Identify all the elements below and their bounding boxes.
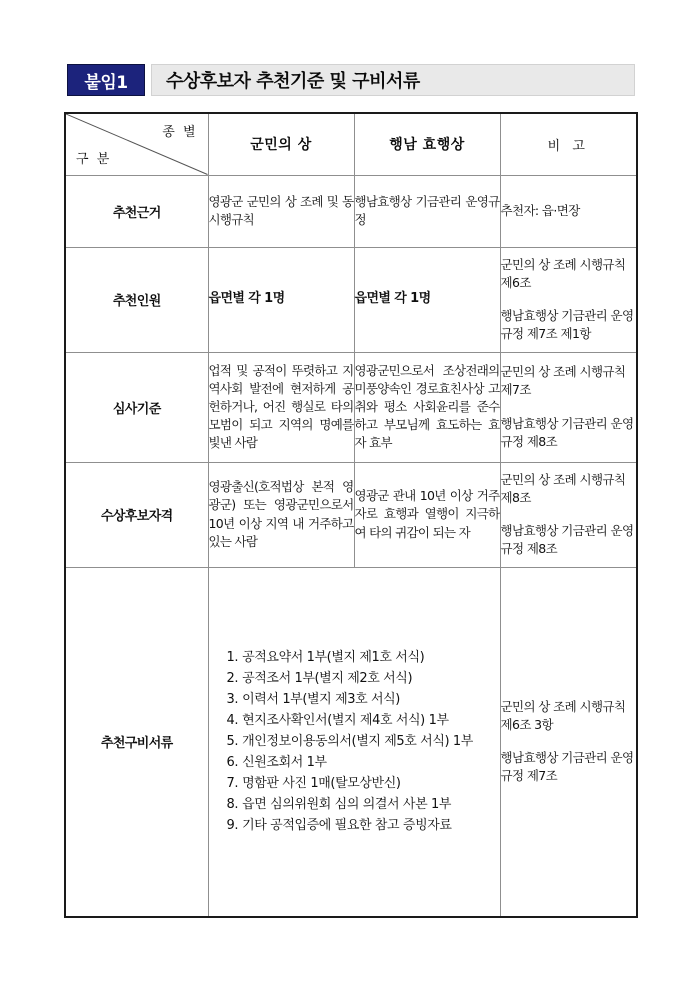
- cell-criteria-gunmin: 업적 및 공적이 뚜렷하고 지역사회 발전에 현저하게 공헌하거나, 어진 행실로 타의 모범이 되고 지역의 명예를 빛낸 사람: [208, 352, 354, 462]
- row-label-basis: 추천근거: [65, 175, 208, 247]
- cell-eligibility-haengnam: 영광군 관내 10년 이상 거주자로 효행과 열행이 지극하여 타의 귀감이 되는 자: [354, 462, 500, 567]
- list-item-number: 2.: [226, 671, 239, 687]
- documents-list: [209, 647, 500, 836]
- table-row: [65, 462, 637, 567]
- row-label-quota: 추천인원: [65, 247, 208, 352]
- column-header-remark: 비 고: [500, 113, 637, 175]
- list-item: [227, 815, 500, 836]
- list-item-number: 3.: [226, 692, 239, 708]
- cell-criteria-haengnam: 영광군민으로서 조상전래의 미풍양속인 경로효친사상 고취와 평소 사회윤리를 준수 하고 부모님께 효도하는 효자 효부: [354, 352, 500, 462]
- header-type-label: 종 별: [162, 125, 198, 140]
- list-item-number: 9.: [226, 818, 239, 834]
- remark-line: 행남효행상 기금관리 운영규정 제8조: [500, 415, 634, 449]
- cell-criteria-remark: [500, 352, 637, 462]
- remark-line: 행남효행상 기금관리 운영규정 제7조: [500, 750, 634, 784]
- table-row: [65, 247, 637, 352]
- list-item-number: 1.: [226, 650, 239, 666]
- title-bar: [151, 64, 635, 96]
- list-item-text: 이력서 1부(별지 제3호 서식): [242, 692, 400, 708]
- list-item-text: 현지조사확인서(별지 제4호 서식) 1부: [242, 713, 449, 729]
- list-item: [227, 710, 500, 731]
- cell-documents-list: [208, 567, 500, 917]
- document-title-strip: [67, 64, 635, 96]
- cell-basis-gunmin: 영광군 군민의 상 조례 및 동 시행규칙: [208, 175, 354, 247]
- list-item-number: 4.: [226, 713, 239, 729]
- cell-basis-haengnam: 행남효행상 기금관리 운영규정: [354, 175, 500, 247]
- list-item-number: 6.: [226, 755, 239, 771]
- table-row: [65, 352, 637, 462]
- list-item-text: 명함판 사진 1매(탈모상반신): [242, 776, 401, 792]
- list-item: [227, 668, 500, 689]
- row-label-eligibility: 수상후보자격: [65, 462, 208, 567]
- remark-line: 군민의 상 조례 시행규칙 제8조: [500, 471, 626, 505]
- table-header-row: [65, 113, 637, 175]
- page-title: 수상후보자 추천기준 및 구비서류: [166, 71, 420, 92]
- attachment-badge: 붙임1: [67, 64, 145, 96]
- column-header-haengnam: 행남 효행상: [354, 113, 500, 175]
- remark-line: 군민의 상 조례 시행규칙 제6조: [500, 256, 626, 290]
- header-corner-cell: [65, 113, 208, 175]
- cell-basis-remark: [500, 175, 637, 247]
- criteria-table: [64, 112, 638, 918]
- cell-quota-haengnam: 읍면별 각 1명: [354, 247, 500, 352]
- header-category-label: 구 분: [76, 151, 112, 167]
- list-item-text: 공적조서 1부(별지 제2호 서식): [242, 671, 413, 687]
- list-item: [227, 689, 500, 710]
- list-item: [227, 773, 500, 794]
- remark-line: 행남효행상 기금관리 운영규정 제8조: [500, 523, 634, 557]
- cell-documents-remark: [500, 567, 637, 917]
- row-label-documents: 추천구비서류: [65, 567, 208, 917]
- remark-line: 군민의 상 조례 시행규칙 제7조: [500, 364, 626, 398]
- list-item: [227, 731, 500, 752]
- row-label-criteria: 심사기준: [65, 352, 208, 462]
- remark-line: 군민의 상 조례 시행규칙 제6조 3항: [500, 699, 626, 733]
- remark-line: 행남효행상 기금관리 운영규정 제7조 제1항: [500, 308, 634, 342]
- list-item-text: 신원조회서 1부: [242, 755, 327, 771]
- list-item-number: 5.: [226, 734, 239, 750]
- list-item-text: 읍면 심의위원회 심의 의결서 사본 1부: [242, 797, 452, 813]
- table-row-documents: [65, 567, 637, 917]
- cell-eligibility-gunmin: 영광출신(호적법상 본적 영광군) 또는 영광군민으로서 10년 이상 지역 내 거주하고 있는 사람: [208, 462, 354, 567]
- list-item-text: 공적요약서 1부(별지 제1호 서식): [242, 650, 425, 666]
- column-header-gunmin: 군민의 상: [208, 113, 354, 175]
- list-item: [227, 794, 500, 815]
- cell-quota-remark: [500, 247, 637, 352]
- list-item: [227, 752, 500, 773]
- list-item-text: 개인정보이용동의서(별지 제5호 서식) 1부: [242, 734, 473, 750]
- list-item-number: 7.: [226, 776, 239, 792]
- list-item-number: 8.: [226, 797, 239, 813]
- list-item: [227, 647, 500, 668]
- list-item-text: 기타 공적입증에 필요한 참고 증빙자료: [242, 818, 452, 834]
- cell-eligibility-remark: [500, 462, 637, 567]
- table-row: [65, 175, 637, 247]
- remark-line: 추천자: 읍·면장: [500, 202, 580, 218]
- cell-quota-gunmin: 읍면별 각 1명: [208, 247, 354, 352]
